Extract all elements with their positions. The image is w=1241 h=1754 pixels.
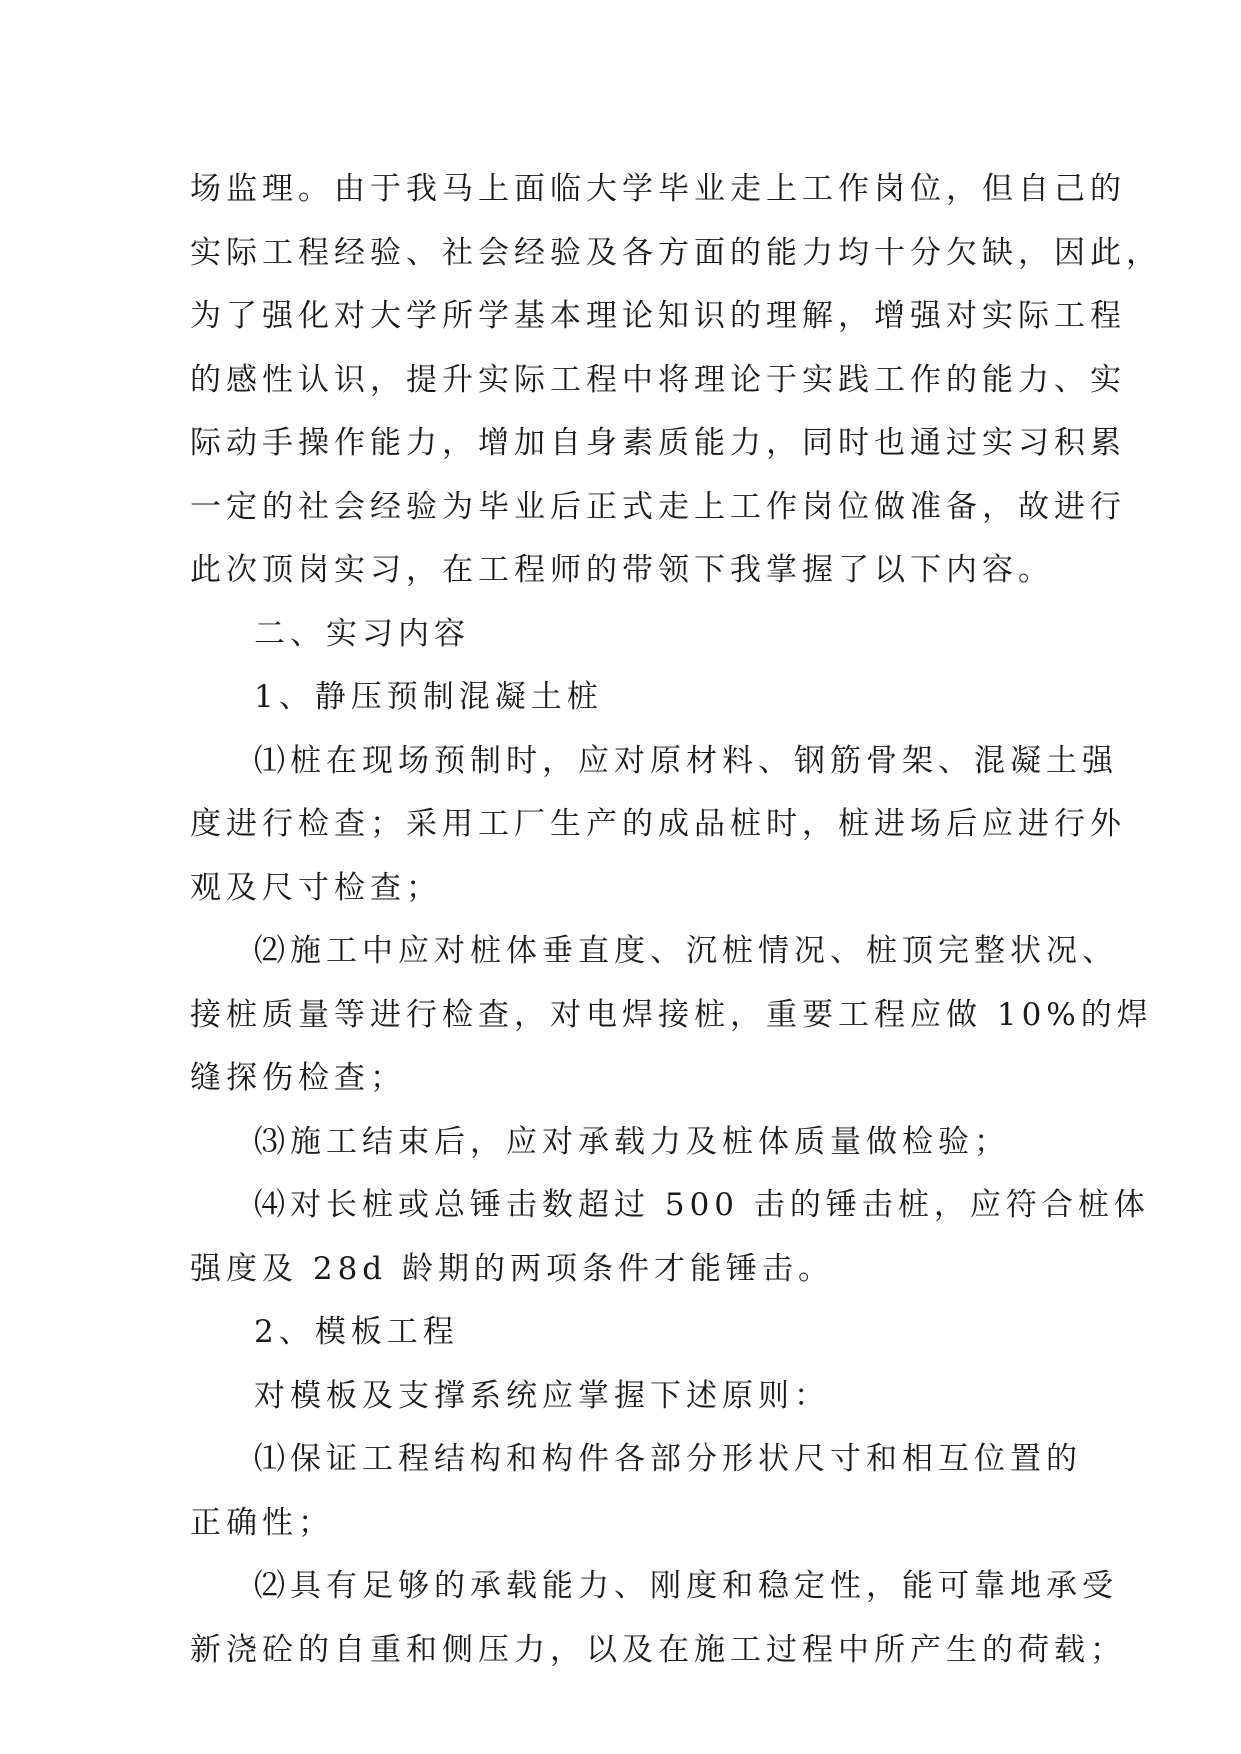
paragraph-line: 场监理。由于我马上面临大学毕业走上工作岗位，但自己的 — [190, 171, 1126, 207]
subsection-heading: 2、模板工程 — [254, 1314, 459, 1350]
list-item: ⑵施工中应对桩体垂直度、沉桩情况、桩顶完整状况、 — [254, 933, 1118, 969]
paragraph-line: 此次顶岗实习，在工程师的带领下我掌握了以下内容。 — [190, 552, 1054, 588]
list-item: ⑶施工结束后，应对承载力及桩体质量做检验； — [254, 1123, 1010, 1160]
paragraph-line: 实际工程经验、社会经验及各方面的能力均十分欠缺，因此， — [190, 234, 1162, 271]
document-body — [190, 158, 1162, 1682]
list-item: ⑷对长桩或总锤击数超过 500 击的锤击桩，应符合桩体 — [254, 1187, 1150, 1223]
list-item: ⑵具有足够的承载能力、刚度和稳定性，能可靠地承受 — [254, 1568, 1118, 1604]
paragraph-line: 为了强化对大学所学基本理论知识的理解，增强对实际工程 — [190, 298, 1126, 334]
paragraph-line: 新浇砼的自重和侧压力，以及在施工过程中所产生的荷载； — [190, 1631, 1126, 1668]
paragraph-line: 的感性认识，提升实际工程中将理论于实践工作的能力、实 — [190, 361, 1126, 398]
list-item: ⑴保证工程结构和构件各部分形状尺寸和相互位置的 — [254, 1441, 1082, 1477]
paragraph-line: 一定的社会经验为毕业后正式走上工作岗位做准备，故进行 — [190, 488, 1126, 525]
list-item: ⑴桩在现场预制时，应对原材料、钢筋骨架、混凝土强 — [254, 742, 1118, 779]
subsection-heading: 1、静压预制混凝土桩 — [254, 679, 603, 715]
paragraph-line: 对模板及支撑系统应掌握下述原则： — [254, 1377, 830, 1414]
paragraph-line: 度进行检查；采用工厂生产的成品桩时，桩进场后应进行外 — [190, 806, 1126, 842]
paragraph-line: 接桩质量等进行检查，对电焊接桩，重要工程应做 10%的焊 — [190, 996, 1153, 1033]
paragraph-line: 观及尺寸检查； — [190, 869, 442, 906]
paragraph-line: 缝探伤检查； — [190, 1060, 406, 1096]
section-heading: 二、实习内容 — [254, 615, 470, 652]
paragraph-line: 正确性； — [190, 1504, 334, 1541]
paragraph-line: 际动手操作能力，增加自身素质能力，同时也通过实习积累 — [190, 425, 1126, 461]
paragraph-line: 强度及 28d 龄期的两项条件才能锤击。 — [190, 1250, 834, 1287]
